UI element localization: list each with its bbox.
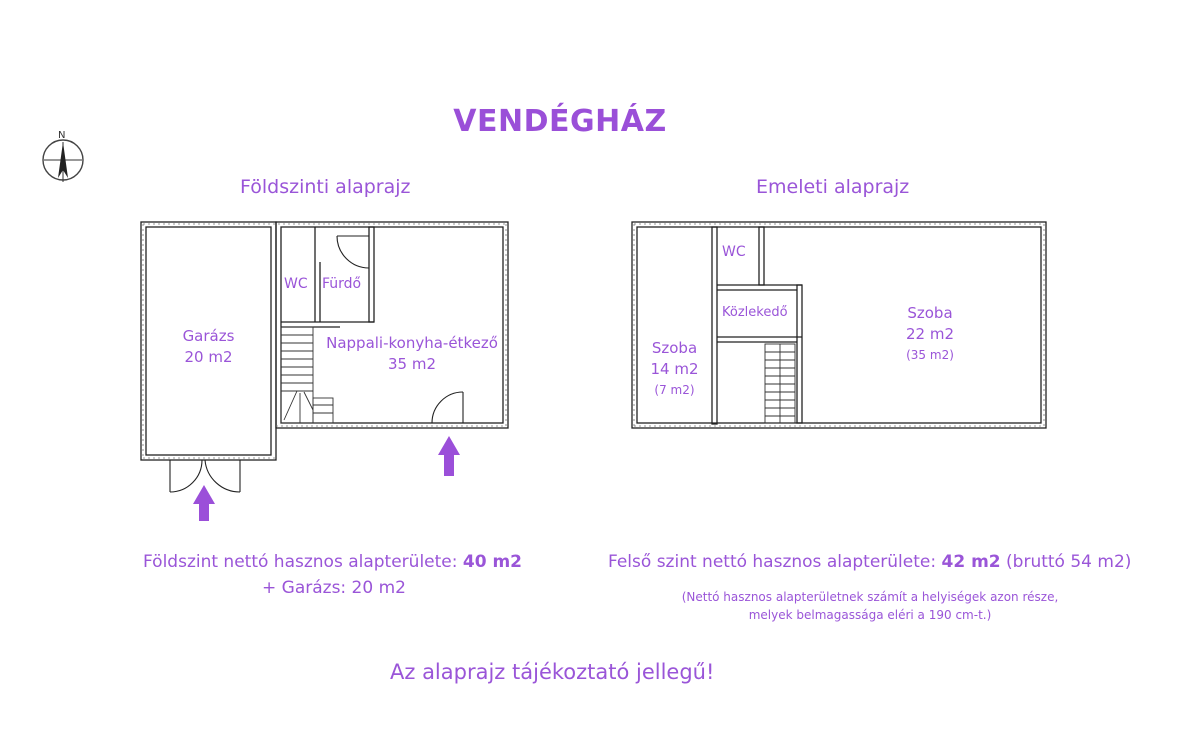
large-room-area: 22 m2 [905, 325, 954, 343]
ground-floor-title: Földszinti alaprajz [240, 176, 411, 198]
upper-wc-label: WC [722, 244, 746, 260]
hall-label: Közlekedő [722, 305, 788, 320]
upper-stairs [765, 344, 795, 423]
bath-label: Fürdő [322, 276, 362, 292]
ground-summary-prefix: Földszint nettó hasznos alapterülete: [143, 552, 463, 572]
upper-summary [608, 552, 1131, 572]
page-title: VENDÉGHÁZ [453, 104, 667, 139]
ground-summary-line2: + Garázs: 20 m2 [262, 578, 406, 598]
small-room-name: Szoba [651, 339, 698, 357]
large-room-label [880, 303, 980, 366]
upper-note-line1: (Nettó hasznos alapterületnek számít a helyiségek azon része, [681, 590, 1059, 604]
upper-summary-value: 42 m2 [941, 552, 1001, 572]
upper-note-line2: melyek belmagassága eléri a 190 cm-t.) [748, 608, 992, 622]
living-name: Nappali-konyha-étkező [326, 334, 498, 352]
large-room-name: Szoba [907, 304, 953, 322]
small-room-net: (7 m2) [654, 383, 695, 397]
garage-room-label [146, 326, 271, 368]
entrance-arrow-icon [438, 436, 460, 476]
living-area: 35 m2 [387, 355, 436, 373]
disclaimer: Az alaprajz tájékoztató jellegű! [390, 660, 715, 684]
upper-summary-prefix: Felső szint nettó hasznos alapterülete: [608, 552, 942, 572]
ground-summary-value: 40 m2 [462, 552, 523, 572]
garage-area: 20 m2 [184, 348, 233, 366]
ground-wc-label: WC [284, 276, 308, 292]
small-room-label [637, 338, 712, 401]
ground-summary-line1 [143, 552, 522, 572]
upper-floor-title: Emeleti alaprajz [756, 176, 910, 198]
compass-label: N [58, 130, 66, 141]
living-room-label [320, 333, 504, 375]
compass-icon [43, 140, 83, 182]
large-room-net: (35 m2) [906, 348, 954, 362]
garage-name: Garázs [182, 327, 235, 345]
garage-entrance-arrow-icon [193, 485, 215, 521]
upper-note [660, 588, 1080, 624]
upper-summary-suffix: (bruttó 54 m2) [1000, 552, 1132, 572]
small-room-area: 14 m2 [650, 360, 699, 378]
